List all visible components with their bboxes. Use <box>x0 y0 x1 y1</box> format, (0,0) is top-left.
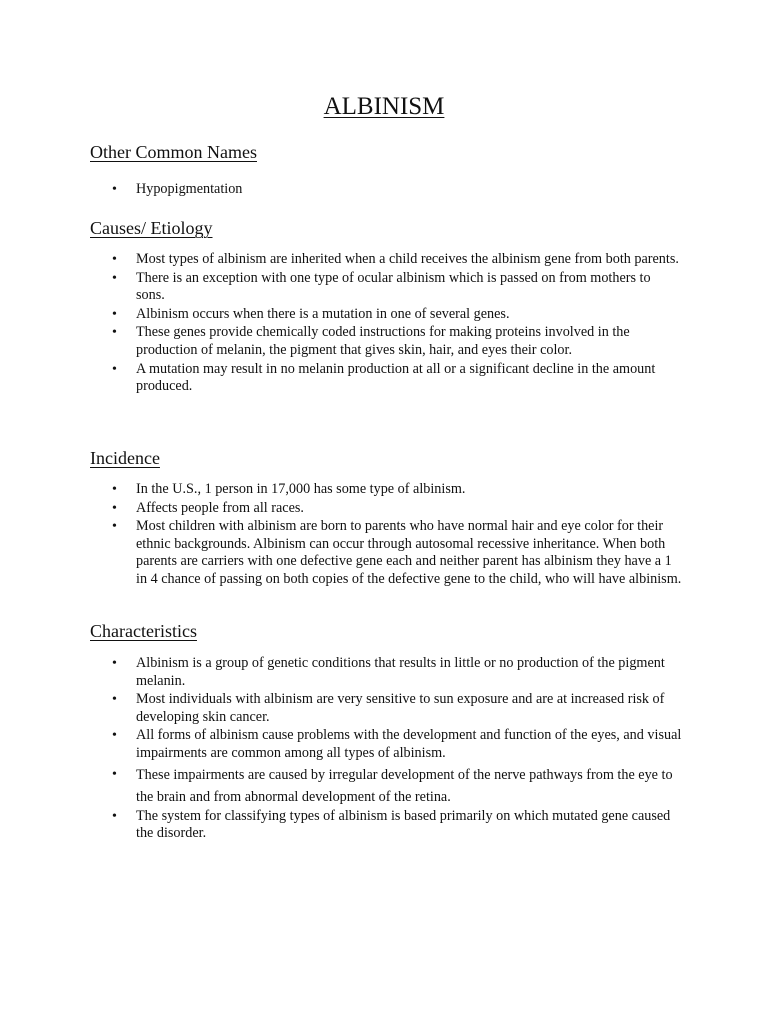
list-item: • There is an exception with one type of ocular albinism which is passed on from mothers to sons. <box>112 270 682 305</box>
list-item: • Albinism occurs when there is a mutation in one of several genes. <box>112 306 682 324</box>
list-item: • A mutation may result in no melanin production at all or a significant decline in the amount produced. <box>112 361 682 396</box>
section-list-other-common-names <box>112 181 682 200</box>
section-heading-characteristics: Characteristics <box>90 621 197 641</box>
section-heading-causes-etiology: Causes/ Etiology <box>90 218 213 238</box>
title-text: ALBINISM <box>323 93 445 120</box>
section-list-causes-etiology <box>112 251 682 397</box>
list-item: • Hypopigmentation <box>112 181 682 199</box>
list-item: • Most children with albinism are born to parents who have normal hair and eye color for their ethnic backgrounds. Albinism can occur through autosomal recessive inheritance. When both parents are carriers with one defective gene each and neither parent has albinism they have a 1 in 4 chance of passing on both copies of the defective gene to the child, who will have albinism. <box>112 518 682 588</box>
section-heading-incidence: Incidence <box>90 448 160 468</box>
section-list-incidence <box>112 481 682 590</box>
list-item: • Albinism is a group of genetic conditions that results in little or no production of the pigment melanin. <box>112 655 682 690</box>
document-title <box>0 92 768 122</box>
list-item: • The system for classifying types of albinism is based primarily on which mutated gene caused the disorder. <box>112 808 682 843</box>
list-item: • These impairments are caused by irregular development of the nerve pathways from the eye to the brain and from abnormal development of the retina. <box>112 764 682 808</box>
list-item: • Most individuals with albinism are very sensitive to sun exposure and are at increased risk of developing skin cancer. <box>112 691 682 726</box>
section-list-characteristics <box>112 655 682 844</box>
list-item: • Affects people from all races. <box>112 500 682 518</box>
list-item: • All forms of albinism cause problems with the development and function of the eyes, and visual impairments are common among all types of albinism. <box>112 727 682 762</box>
list-item: • Most types of albinism are inherited when a child receives the albinism gene from both parents. <box>112 251 682 269</box>
list-item: • In the U.S., 1 person in 17,000 has some type of albinism. <box>112 481 682 499</box>
list-item: • These genes provide chemically coded instructions for making proteins involved in the production of melanin, the pigment that gives skin, hair, and eyes their color. <box>112 324 682 359</box>
section-heading-other-common-names: Other Common Names <box>90 142 257 162</box>
